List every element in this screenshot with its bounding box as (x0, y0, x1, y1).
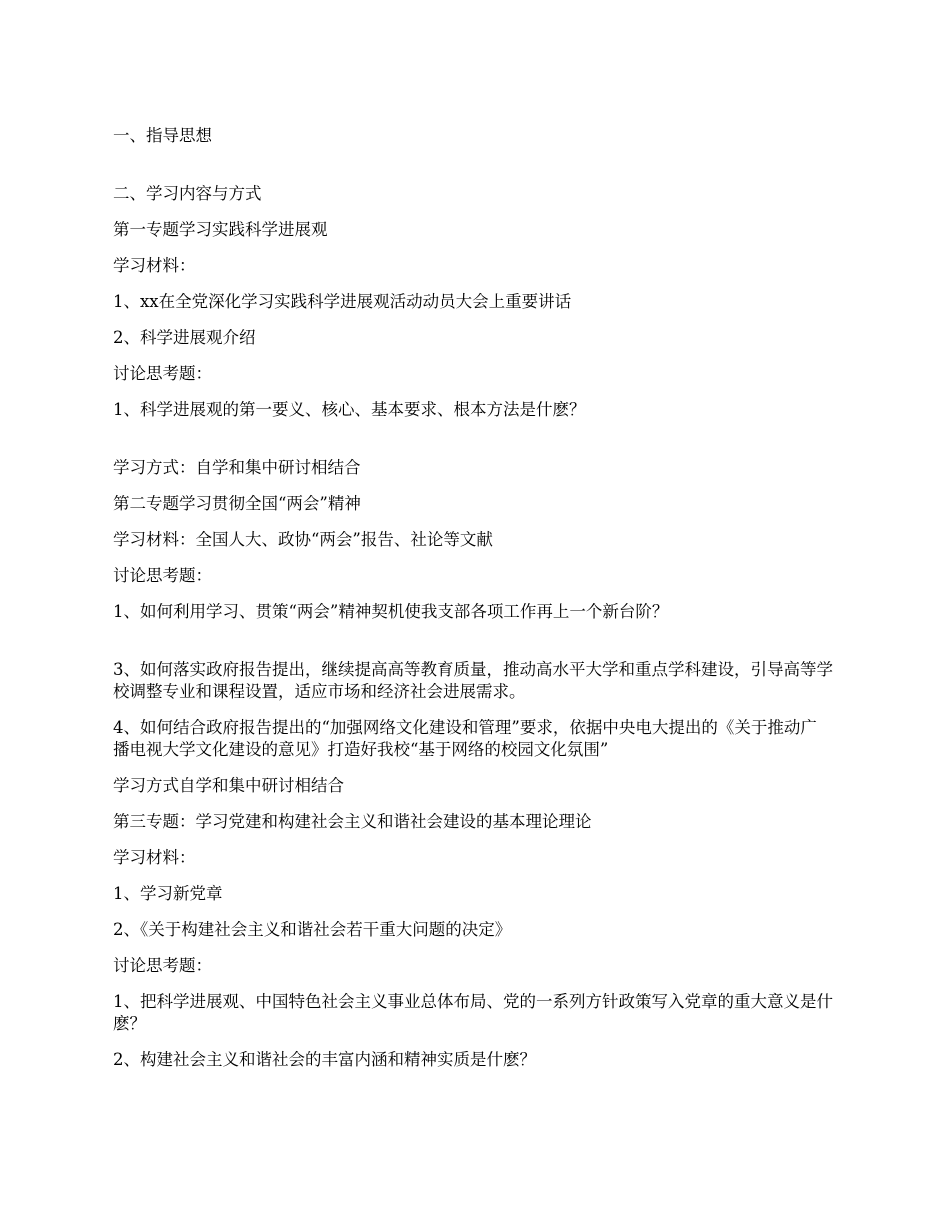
materials-label: 学习材料： (113, 256, 196, 275)
material-item: 2、科学进展观介绍 (113, 328, 256, 347)
topic-two-title: 第二专题学习贯彻全国“两会”精神 (113, 494, 361, 513)
discussion-question: 1、把科学进展观、中国特色社会主义事业总体布局、党的一系列方针政策写入党章的重大意义是什麽？ (113, 992, 833, 1033)
topic-three-title: 第三专题：学习党建和构建社会主义和谐社会建设的基本理论理论 (113, 812, 592, 831)
study-method: 学习方式自学和集中研讨相结合 (113, 776, 344, 795)
material-item: 1、学习新党章 (113, 884, 223, 903)
discussion-question: 3、如何落实政府报告提出，继续提高高等教育质量，推动高水平大学和重点学科建设，引导高等学校调整专业和课程设置，适应市场和经济社会进展需求。 (113, 660, 833, 701)
heading-guiding-ideology: 一、指导思想 (113, 126, 212, 145)
discussion-question: 1、如何利用学习、贯策“两会”精神契机使我支部各项工作再上一个新台阶？ (113, 602, 669, 621)
discussion-question: 4、如何结合政府报告提出的“加强网络文化建设和管理”要求，依据中央电大提出的《关于推动广播电视大学文化建设的意见》打造好我校“基于网络的校园文化氛围” (113, 718, 817, 759)
material-item: 2、《关于构建社会主义和谐社会若干重大问题的决定》 (113, 920, 512, 939)
study-method: 学习方式：自学和集中研讨相结合 (113, 458, 361, 477)
topic-one-title: 第一专题学习实践科学进展观 (113, 220, 328, 239)
document-body (113, 125, 833, 1085)
discussion-label: 讨论思考题： (113, 956, 212, 975)
discussion-label: 讨论思考题： (113, 364, 212, 383)
material-item: 1、xx在全党深化学习实践科学进展观活动动员大会上重要讲话 (113, 292, 572, 311)
materials-label: 学习材料： (113, 848, 196, 867)
discussion-question: 2、构建社会主义和谐社会的丰富内涵和精神实质是什麽？ (113, 1050, 536, 1069)
discussion-question: 1、科学进展观的第一要义、核心、基本要求、根本方法是什麽？ (113, 400, 586, 419)
heading-study-content: 二、学习内容与方式 (113, 184, 262, 203)
materials-label: 学习材料：全国人大、政协“两会”报告、社论等文献 (113, 530, 493, 549)
discussion-label: 讨论思考题： (113, 566, 212, 585)
